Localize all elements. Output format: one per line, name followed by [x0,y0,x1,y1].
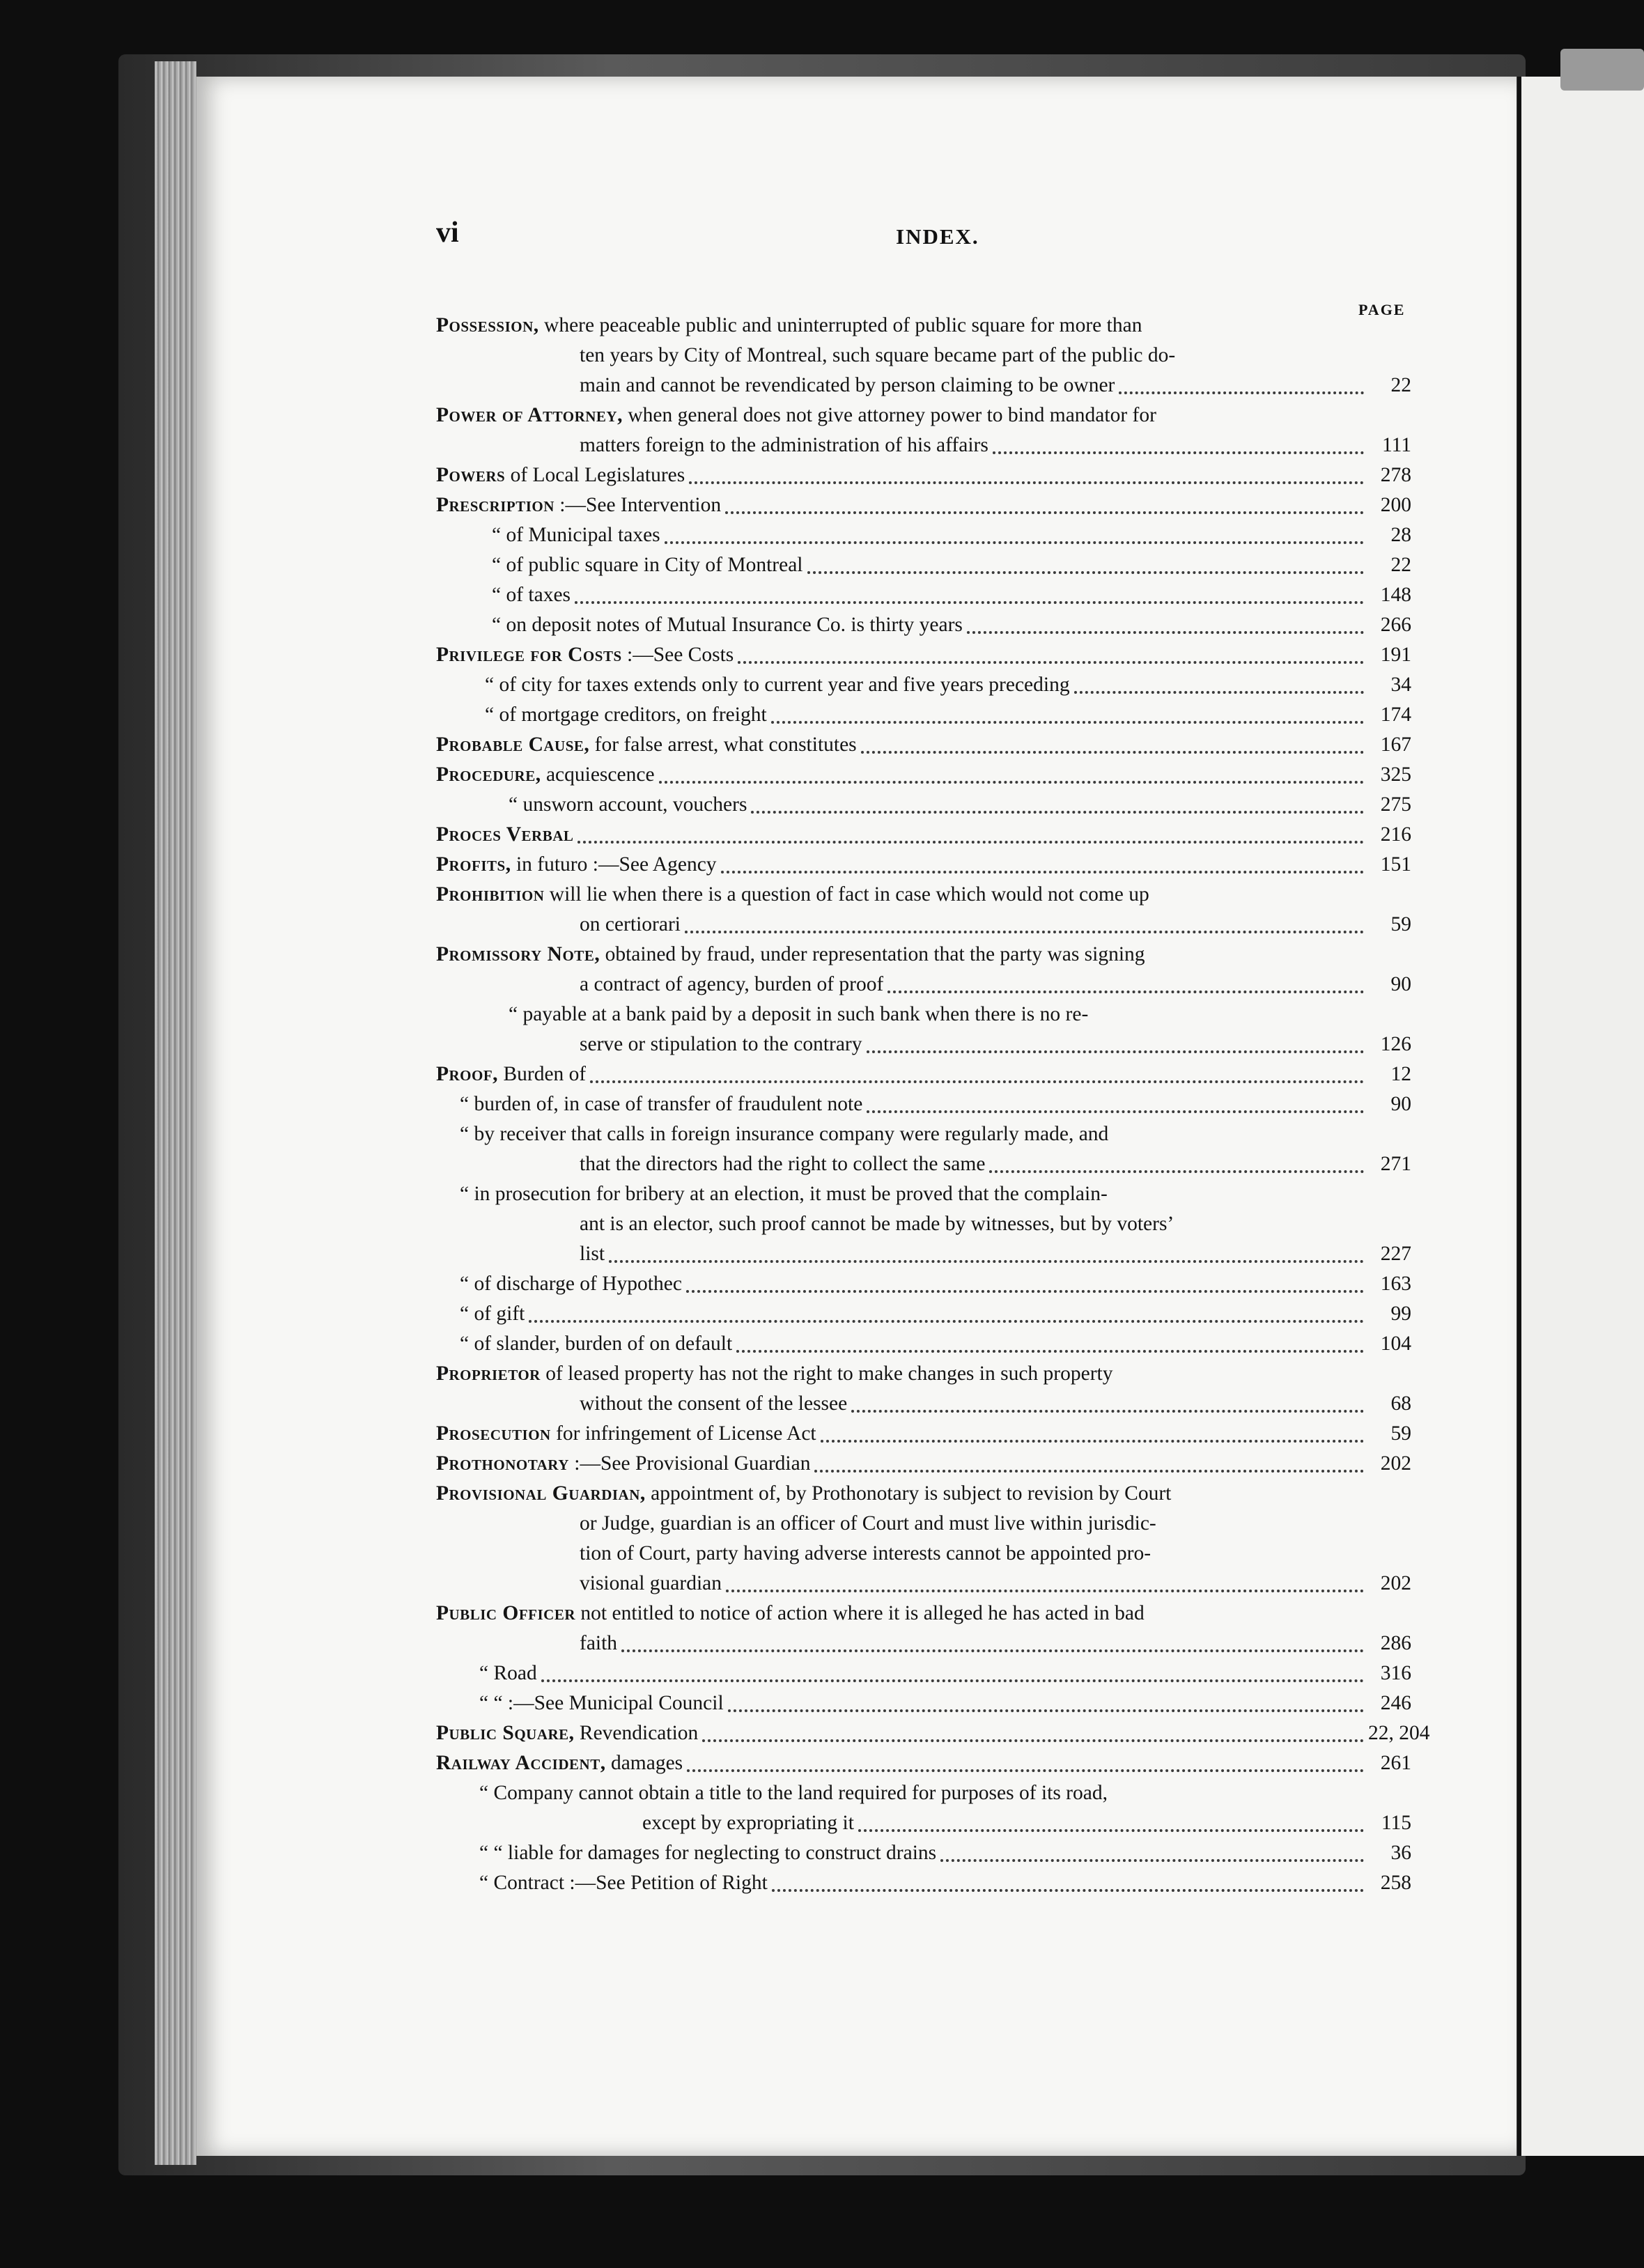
index-line [436,1449,1411,1479]
index-line-text [436,760,655,790]
index-heading: Promissory Note, [436,943,600,965]
index-line [436,1599,1411,1629]
index-line-text [580,970,883,1000]
index-line [436,1209,1411,1239]
index-line-text [479,1778,1108,1808]
index-heading: Public Officer [436,1602,576,1624]
dot-leader [861,751,1364,754]
dot-leader [858,1829,1364,1832]
index-description: Revendication [574,1722,699,1744]
index-heading: Probable Cause, [436,733,590,756]
dot-leader [665,541,1364,544]
dot-leader [685,931,1364,933]
page-reference: 68 [1390,1392,1411,1415]
index-description: “ of slander, burden of on default [460,1333,733,1355]
index-line [436,1389,1411,1419]
dot-leader [725,511,1364,514]
index-description: serve or stipulation to the contrary [580,1033,862,1055]
index-description: in futuro :—See Agency [511,853,717,876]
index-description: matters foreign to the administration of his affairs [580,434,988,456]
dot-leader [575,601,1364,604]
index-line [436,1569,1411,1599]
page-reference: 115 [1381,1812,1411,1834]
page-reference: 191 [1380,644,1411,666]
index-line-text [479,1868,768,1898]
index-description: “ unsworn account, vouchers [509,793,747,816]
index-description: “ “ :—See Municipal Council [479,1692,724,1714]
page-reference: 22 [1390,374,1411,396]
index-line-text [485,700,767,730]
index-line [436,730,1411,760]
dot-leader [736,1350,1364,1353]
index-line-text [436,940,1145,970]
running-head [436,216,1498,258]
index-description: “ payable at a bank paid by a deposit in such bank when there is no re- [509,1003,1089,1025]
index-description: “ on deposit notes of Mutual Insurance Co. is thirty years [492,614,963,636]
dot-leader [686,1290,1364,1293]
index-line [436,1239,1411,1269]
index-line-text [460,1119,1108,1149]
page-reference: 261 [1380,1752,1411,1774]
index-description: a contract of agency, burden of proof [580,973,884,995]
dot-leader [1119,391,1364,394]
dot-leader [659,781,1364,784]
index-line-text [436,1479,1171,1509]
index-line [436,1059,1411,1089]
index-line-text [580,1149,985,1179]
index-description: “ of mortgage creditors, on freight [485,704,767,726]
index-description: for infringement of License Act [550,1422,816,1445]
index-heading: Public Square, [436,1722,575,1744]
index-description: “ burden of, in case of transfer of fraudulent note [460,1093,863,1115]
index-line [436,850,1411,880]
index-heading: Proof, [436,1063,499,1085]
index-line-text [436,1359,1113,1389]
index-line [436,401,1411,430]
index-line-text [485,670,1070,700]
index-line [436,1688,1411,1718]
index-heading: Prescription [436,494,555,516]
index-description: “ of taxes [492,584,571,606]
index-line [436,1509,1411,1539]
index-line-text [436,311,1142,341]
index-line-text [580,1209,1174,1239]
page-reference: 266 [1380,614,1411,636]
dot-leader [577,841,1364,844]
dot-leader [867,1110,1364,1113]
index-description: “ of city for taxes extends only to current year and five years preceding [485,674,1070,696]
index-line [436,1748,1411,1778]
dot-leader [967,631,1364,634]
index-line [436,1718,1430,1748]
index-line [436,550,1411,580]
index-description: :—See Costs [621,644,734,666]
index-entries [436,311,1430,1898]
index-line-text [436,640,734,670]
page-reference: 325 [1380,763,1411,786]
index-line-text [492,610,963,640]
index-line [436,760,1411,790]
dot-leader [887,991,1364,993]
index-line-text [642,1808,854,1838]
page-reference: 148 [1380,584,1411,606]
index-description: “ of discharge of Hypothec [460,1273,682,1295]
index-heading: Provisional Guardian, [436,1482,646,1505]
page-reference: 163 [1380,1273,1411,1295]
page-reference: 22 [1390,554,1411,576]
page-reference: 316 [1380,1662,1411,1684]
index-line [436,1808,1411,1838]
index-line [436,1089,1411,1119]
index-description: that the directors had the right to collect the same [580,1153,986,1175]
index-line-text [580,1629,617,1659]
index-line-text [509,790,747,820]
index-description: obtained by fraud, under representation that the party was signing [600,943,1145,965]
index-line [436,580,1411,610]
page-title: INDEX. [896,224,979,249]
dot-leader [728,1709,1364,1712]
index-description: “ “ liable for damages for neglecting to construct drains [479,1842,937,1864]
page-reference: 227 [1380,1243,1411,1265]
index-description: of Local Legislatures [505,464,685,486]
index-line-text [580,1509,1156,1539]
page-reference: 202 [1380,1572,1411,1594]
page-reference: 99 [1390,1303,1411,1325]
index-line [436,341,1411,371]
page-reference: 258 [1380,1872,1411,1894]
index-line-text [580,1389,847,1419]
index-heading: Prosecution [436,1422,551,1445]
index-line [436,1479,1411,1509]
index-line [436,460,1411,490]
index-line [436,520,1411,550]
page-reference: 275 [1380,793,1411,816]
index-line-text [479,1838,936,1868]
page-reference: 59 [1390,1422,1411,1445]
index-line-text [436,1059,586,1089]
dot-leader [529,1320,1364,1323]
index-heading: Prohibition [436,883,545,906]
page-reference: 126 [1380,1033,1411,1055]
index-line-text [580,1569,722,1599]
index-line-text [436,1748,683,1778]
index-line [436,490,1411,520]
page-reference: 174 [1380,704,1411,726]
index-line [436,610,1411,640]
index-description: faith [580,1632,618,1654]
index-line [436,1629,1411,1659]
index-line-text [436,1449,810,1479]
index-line-text [492,520,660,550]
index-line-text [436,820,573,850]
index-line-text [479,1659,537,1688]
dot-leader [772,1889,1364,1892]
index-heading: Prothonotary [436,1452,569,1475]
index-description: except by expropriating it [642,1812,854,1834]
index-description: :—See Intervention [554,494,722,516]
index-line [436,1149,1411,1179]
page-reference: 90 [1390,1093,1411,1115]
index-description: “ in prosecution for bribery at an election, it must be proved that the complain- [460,1183,1108,1205]
index-line-text [580,1539,1151,1569]
index-line [436,1299,1411,1329]
page-column-label: PAGE [1358,301,1406,318]
index-description: without the consent of the lessee [580,1392,848,1415]
index-description: “ Road [479,1662,537,1684]
index-line [436,1179,1411,1209]
index-heading: Profits, [436,853,511,876]
index-line [436,1539,1411,1569]
dot-leader [687,1769,1364,1772]
index-line-text [460,1269,682,1299]
page-reference: 200 [1380,494,1411,516]
dot-leader [851,1410,1364,1413]
dot-leader [867,1050,1364,1053]
index-line-text [436,460,685,490]
index-description: not entitled to notice of action where it is alleged he has acted in bad [575,1602,1145,1624]
page-reference: 202 [1380,1452,1411,1475]
dot-leader [621,1649,1364,1652]
index-description: main and cannot be revendicated by person claiming to be owner [580,374,1115,396]
index-line-text [580,371,1115,401]
index-line-text [492,550,803,580]
page-reference: 271 [1380,1153,1411,1175]
index-line-text [436,1599,1145,1629]
index-line-text [460,1299,525,1329]
index-description: of leased property has not the right to make changes in such property [540,1362,1113,1385]
index-description: will lie when there is a question of fact in case which would not come up [544,883,1149,906]
index-line-text [580,1030,862,1059]
index-line [436,640,1411,670]
index-line [436,1119,1411,1149]
index-line-text [509,1000,1088,1030]
page-number: vi [436,217,459,249]
page-reference: 22, 204 [1368,1722,1430,1744]
index-line [436,1419,1411,1449]
index-line [436,1000,1411,1030]
page-reference: 104 [1380,1333,1411,1355]
dot-leader [702,1739,1364,1742]
page-reference: 59 [1390,913,1411,935]
index-description: on certiorari [580,913,681,935]
index-description: :—See Provisional Guardian [568,1452,811,1475]
index-line [436,910,1411,940]
page-reference: 90 [1390,973,1411,995]
page-reference: 216 [1380,823,1411,846]
page-reference: 12 [1390,1063,1411,1085]
dot-leader [814,1470,1364,1473]
index-heading: Proces Verbal [436,823,574,846]
index-line [436,1868,1411,1898]
index-line-text [436,1419,816,1449]
index-heading: Railway Accident, [436,1752,606,1774]
index-line-text [479,1688,724,1718]
index-description: where peaceable public and uninterrupted of public square for more than [538,314,1142,336]
index-line [436,970,1411,1000]
page-reference: 28 [1390,524,1411,546]
facing-page-edge [1521,77,1644,2156]
index-line-text [580,430,988,460]
page-reference: 34 [1390,674,1411,696]
dot-leader [609,1260,1364,1263]
index-description: “ of Municipal taxes [492,524,660,546]
index-description: ant is an elector, such proof cannot be made by witnesses, but by voters’ [580,1213,1174,1235]
index-heading: Proprietor [436,1362,541,1385]
page-reference: 246 [1380,1692,1411,1714]
index-description: “ by receiver that calls in foreign insurance company were regularly made, and [460,1123,1109,1145]
index-line [436,700,1411,730]
page-reference: 36 [1390,1842,1411,1864]
index-line [436,1359,1411,1389]
index-description: “ of public square in City of Montreal [492,554,803,576]
index-description: ten years by City of Montreal, such square became part of the public do- [580,344,1176,366]
page-stack-edge [155,61,196,2165]
index-description: for false arrest, what constitutes [589,733,857,756]
dot-leader [940,1859,1364,1862]
index-line-text [436,1718,698,1748]
index-description: “ Company cannot obtain a title to the land required for purposes of its road, [479,1782,1108,1804]
index-description: or Judge, guardian is an officer of Court and must live within jurisdic- [580,1512,1156,1535]
index-line-text [436,490,721,520]
index-line [436,1030,1411,1059]
index-heading: Procedure, [436,763,541,786]
page-reference: 167 [1380,733,1411,756]
index-line-text [436,730,857,760]
dot-leader [721,871,1364,873]
index-line [436,1659,1411,1688]
index-line-text [436,850,717,880]
index-description: Burden of [498,1063,587,1085]
dot-leader [989,1170,1364,1173]
index-line [436,670,1411,700]
index-line [436,1778,1411,1808]
dot-leader [738,661,1364,664]
index-line [436,880,1411,910]
index-description: damages [605,1752,683,1774]
page-reference: 111 [1381,434,1411,456]
index-heading: Power of Attorney, [436,404,623,426]
dot-leader [689,481,1364,484]
index-description: acquiescence [541,763,655,786]
index-line [436,1329,1411,1359]
page-reference: 278 [1380,464,1411,486]
index-line [436,430,1411,460]
index-line-text [436,401,1156,430]
page-reference: 151 [1380,853,1411,876]
dot-leader [541,1679,1364,1682]
index-line-text [580,910,681,940]
dot-leader [771,721,1364,724]
index-description: tion of Court, party having adverse interests cannot be appointed pro- [580,1542,1151,1564]
dot-leader [993,451,1364,454]
index-description: list [580,1243,605,1265]
index-line-text [436,880,1149,910]
index-description: visional guardian [580,1572,722,1594]
index-line-text [460,1329,732,1359]
index-description: “ Contract :—See Petition of Right [479,1872,768,1894]
index-line [436,311,1411,341]
dot-leader [807,571,1365,574]
page-clip [1560,49,1644,91]
dot-leader [821,1440,1364,1443]
dot-leader [751,811,1364,814]
dot-leader [590,1080,1364,1083]
index-line [436,371,1411,401]
index-line [436,1838,1411,1868]
index-line [436,940,1411,970]
index-line [436,820,1411,850]
index-description: “ of gift [460,1303,525,1325]
index-description: when general does not give attorney power to bind mandator for [622,404,1156,426]
dot-leader [1074,691,1364,694]
index-heading: Powers [436,464,506,486]
index-heading: Possession, [436,314,539,336]
index-line [436,1269,1411,1299]
index-line-text [492,580,571,610]
index-heading: Privilege for Costs [436,644,622,666]
index-line-text [460,1089,862,1119]
dot-leader [726,1590,1364,1592]
index-line-text [580,1239,605,1269]
index-description: appointment of, by Prothonotary is subject to revision by Court [645,1482,1172,1505]
index-line-text [580,341,1175,371]
index-line-text [460,1179,1108,1209]
page-reference: 286 [1380,1632,1411,1654]
index-line [436,790,1411,820]
